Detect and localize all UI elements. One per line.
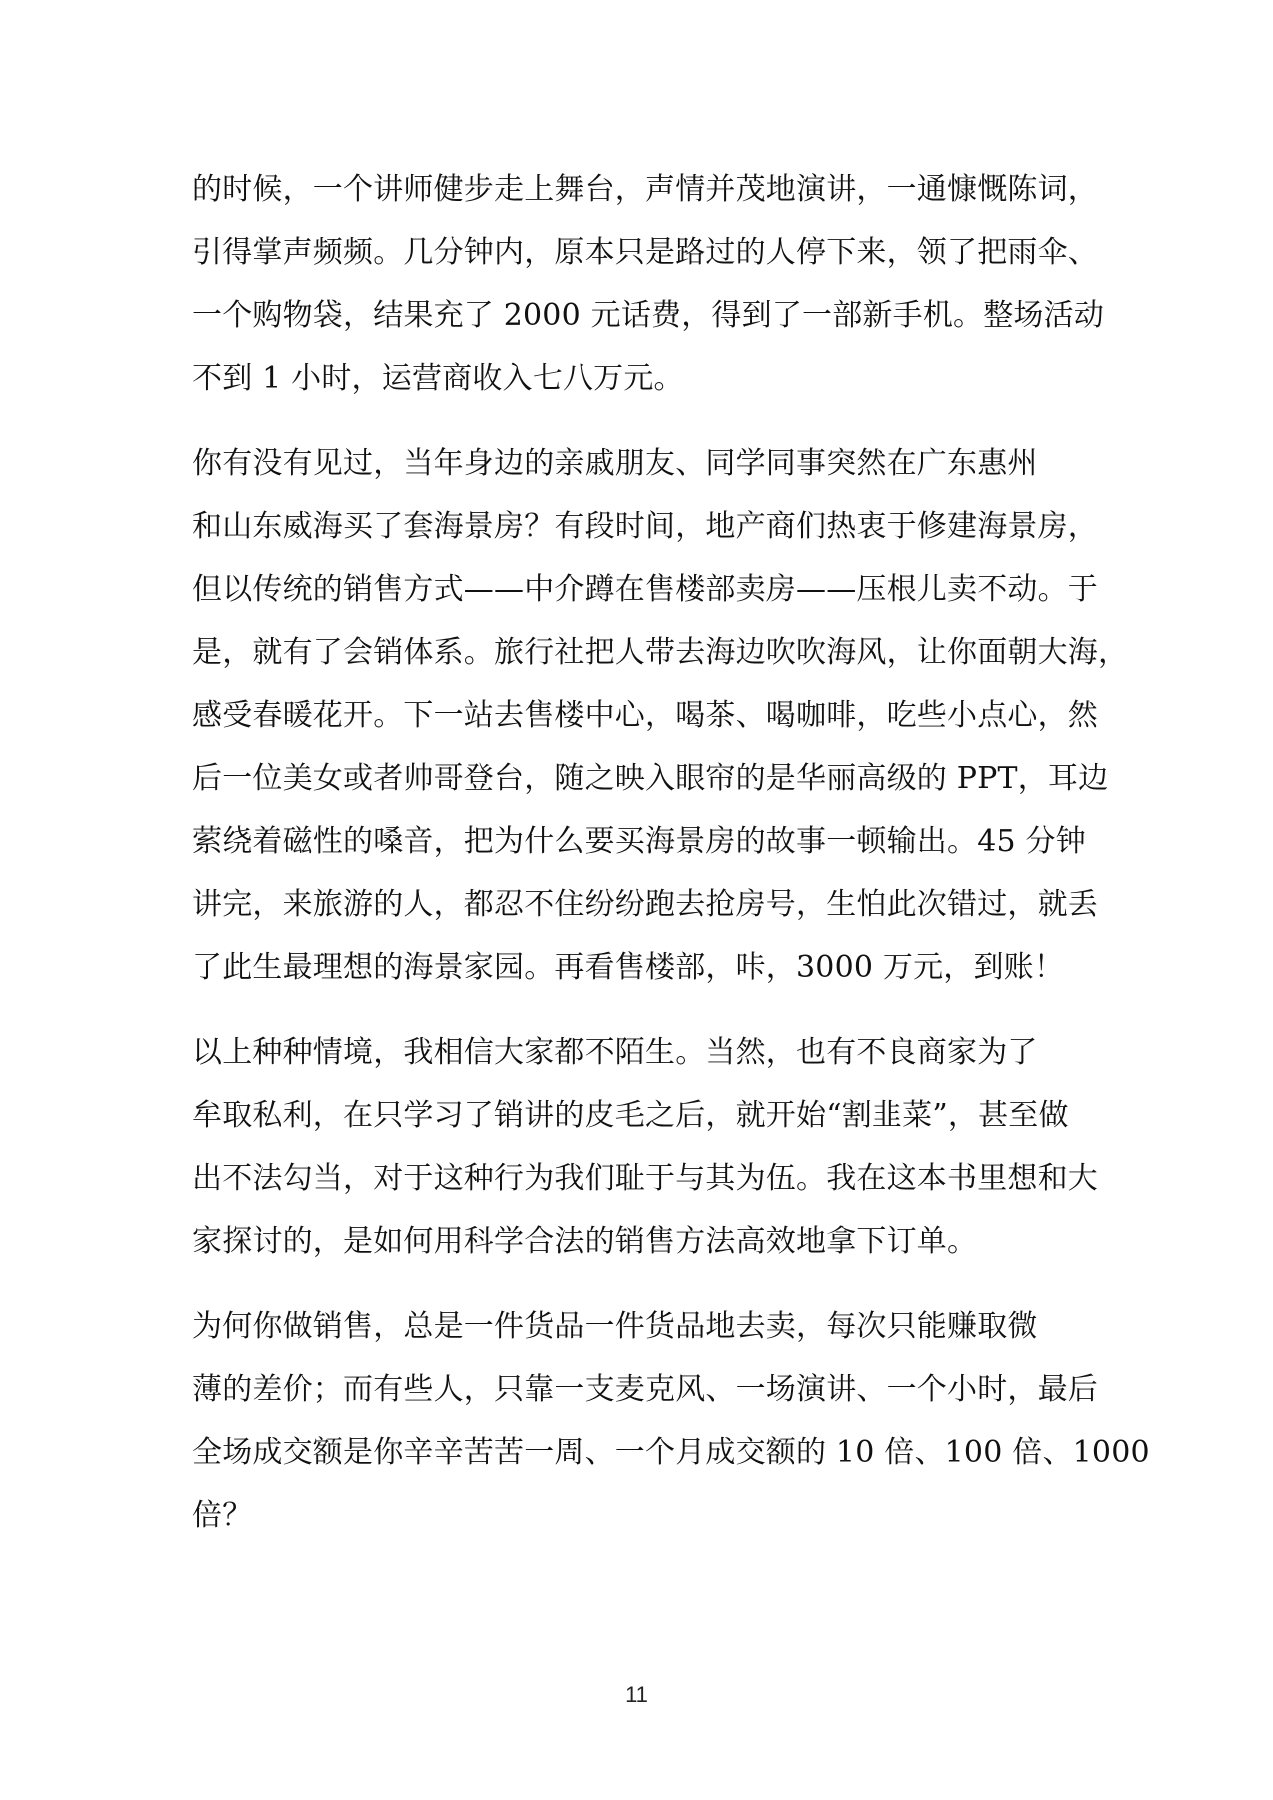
body-text [192, 158, 1150, 1547]
paragraph-gap [192, 999, 1080, 1021]
text-line: 为何你做销售，总是一件货品一件货品地去卖，每次只能赚取微 [192, 1309, 1038, 1344]
text-line: 引得掌声频频。几分钟内，原本只是路过的人停下来，领了把雨伞、 [192, 235, 1098, 270]
text-line: 讲完，来旅游的人，都忍不住纷纷跑去抢房号，生怕此次错过，就丢 [192, 887, 1098, 922]
text-line: 不到 1 小时，运营商收入七八万元。 [192, 361, 684, 396]
paragraph-2 [192, 432, 1129, 999]
text-line: 了此生最理想的海景家园。再看售楼部，咔，3000 万元，到账！ [192, 950, 1065, 985]
text-line: 的时候，一个讲师健步走上舞台，声情并茂地演讲，一通慷慨陈词， [192, 172, 1098, 207]
text-line: 后一位美女或者帅哥登台，随之映入眼帘的是华丽高级的 PPT，耳边 [192, 761, 1109, 796]
page-number: 11 [625, 1682, 648, 1707]
paragraph-1 [192, 158, 1105, 410]
text-line: 出不法勾当，对于这种行为我们耻于与其为伍。我在这本书里想和大 [192, 1161, 1098, 1196]
text-line: 牟取私利，在只学习了销讲的皮毛之后，就开始“割韭菜”，甚至做 [192, 1098, 1069, 1133]
text-line: 倍？ [192, 1498, 253, 1533]
paragraph-gap [192, 1273, 1080, 1295]
text-line: 你有没有见过，当年身边的亲戚朋友、同学同事突然在广东惠州 [192, 446, 1038, 481]
text-line: 感受春暖花开。下一站去售楼中心，喝茶、喝咖啡，吃些小点心，然 [192, 698, 1098, 733]
text-line: 家探讨的，是如何用科学合法的销售方法高效地拿下订单。 [192, 1224, 978, 1259]
paragraph-3 [192, 1021, 1098, 1273]
text-line: 薄的差价；而有些人，只靠一支麦克风、一场演讲、一个小时，最后 [192, 1372, 1098, 1407]
paragraph-gap [192, 410, 1080, 432]
text-line: 和山东威海买了套海景房？有段时间，地产商们热衷于修建海景房， [192, 509, 1098, 544]
text-line: 但以传统的销售方式——中介蹲在售楼部卖房——压根儿卖不动。于 [192, 572, 1098, 607]
text-line: 全场成交额是你辛辛苦苦一周、一个月成交额的 10 倍、100 倍、1000 [192, 1435, 1150, 1470]
text-line: 以上种种情境，我相信大家都不陌生。当然，也有不良商家为了 [192, 1035, 1038, 1070]
paragraph-4 [192, 1295, 1150, 1547]
text-line: 一个购物袋，结果充了 2000 元话费，得到了一部新手机。整场活动 [192, 298, 1105, 333]
text-line: 是，就有了会销体系。旅行社把人带去海边吹吹海风，让你面朝大海， [192, 635, 1129, 670]
text-line: 萦绕着磁性的嗓音，把为什么要买海景房的故事一顿输出。45 分钟 [192, 824, 1086, 859]
